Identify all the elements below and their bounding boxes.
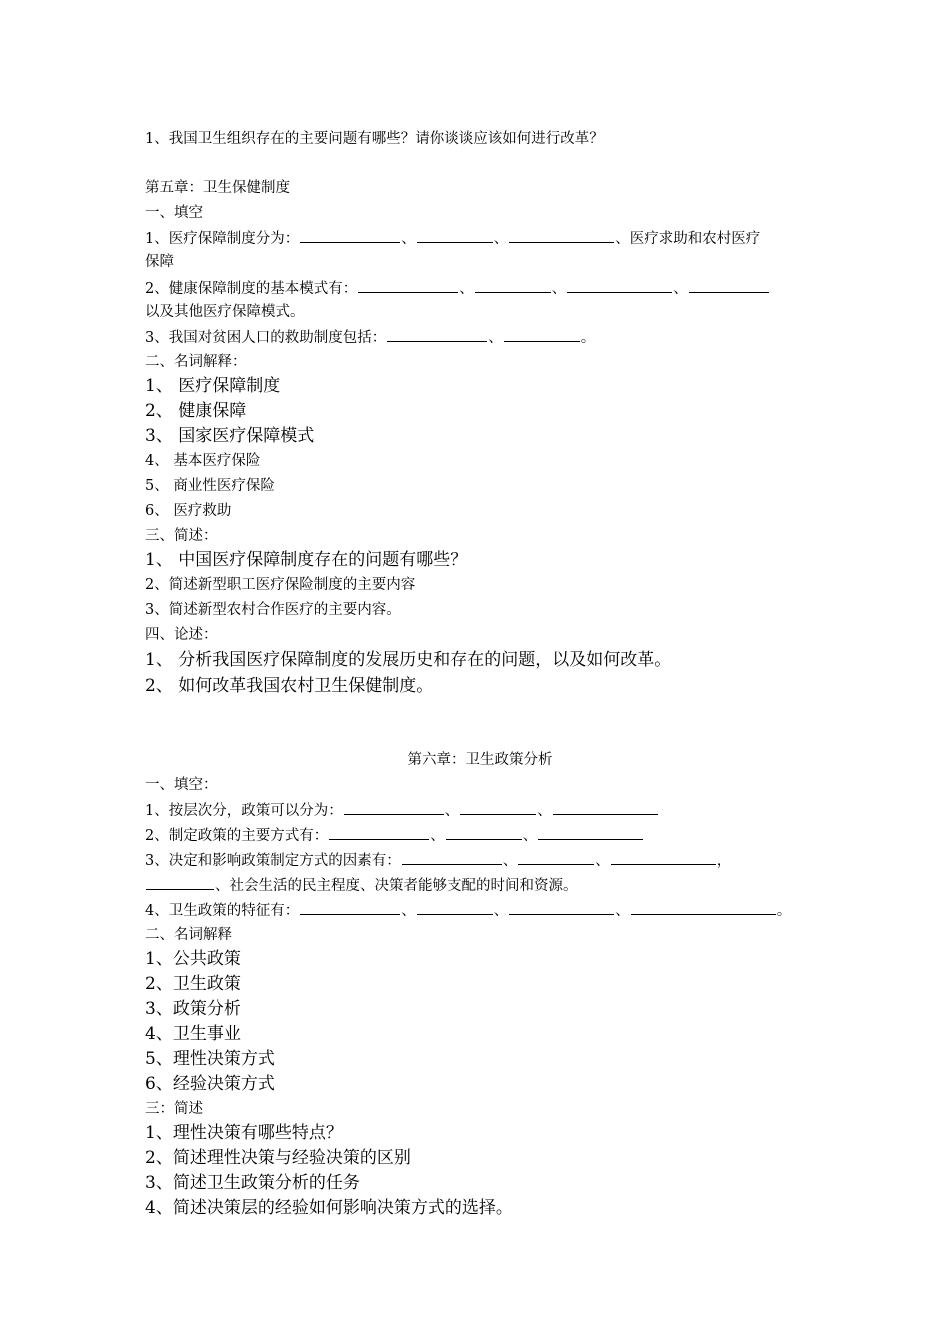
ch5-term-5: 5、 商业性医疗保险 xyxy=(145,478,275,494)
ch6-fill-3-cont xyxy=(145,875,578,896)
fill-suffix: 。 xyxy=(776,903,792,919)
ch6-short-1: 1、理性决策有哪些特点？ xyxy=(145,1123,343,1143)
ch6-fill-4 xyxy=(145,900,791,921)
fill-prefix: 3、我国对贫困人口的救助制度包括： xyxy=(145,330,387,346)
separator: 、 xyxy=(401,903,416,919)
fill-suffix: 、医疗求助和农村医疗 xyxy=(615,231,761,247)
fill-suffix: ， xyxy=(716,853,732,869)
separator: 、 xyxy=(537,803,552,819)
separator: 、 xyxy=(595,853,610,869)
ch5-fill-1-cont: 保障 xyxy=(145,254,174,270)
separator: 、 xyxy=(430,828,445,844)
answer-blank[interactable] xyxy=(417,900,493,915)
top-question: 1、我国卫生组织存在的主要问题有哪些？请你谈谈应该如何进行改革？ xyxy=(145,131,604,147)
ch5-fill-3 xyxy=(145,327,595,348)
ch6-term-2: 2、卫生政策 xyxy=(145,974,241,994)
ch6-term-4: 4、卫生事业 xyxy=(145,1024,241,1044)
ch6-fill-1 xyxy=(145,800,659,821)
fill-prefix: 3、决定和影响政策制定方式的因素有： xyxy=(145,853,401,869)
ch6-term-5: 5、理性决策方式 xyxy=(145,1049,275,1069)
ch5-term-1: 1、 医疗保障制度 xyxy=(145,376,281,396)
separator: 、 xyxy=(493,903,509,919)
ch6-fill-2 xyxy=(145,825,644,846)
ch5-essay-2: 2、 如何改革我国农村卫生保健制度。 xyxy=(145,676,434,696)
answer-blank[interactable] xyxy=(358,278,458,293)
answer-blank[interactable] xyxy=(344,800,444,815)
fill-prefix: 1、按层次分，政策可以分为： xyxy=(145,803,343,819)
answer-blank[interactable] xyxy=(300,228,400,243)
separator: 、 xyxy=(615,903,630,919)
answer-blank[interactable] xyxy=(504,327,580,342)
fill-prefix: 2、健康保障制度的基本模式有： xyxy=(145,281,358,297)
separator: 、 xyxy=(502,853,518,869)
answer-blank[interactable] xyxy=(387,327,487,342)
answer-blank[interactable] xyxy=(446,825,522,840)
ch5-short-1: 1、 中国医疗保障制度存在的问题有哪些？ xyxy=(145,550,468,570)
ch6-short-3: 3、简述卫生政策分析的任务 xyxy=(145,1173,360,1193)
ch6-term-1: 1、公共政策 xyxy=(145,949,241,969)
ch5-term-2: 2、 健康保障 xyxy=(145,401,247,421)
chapter5-title: 第五章：卫生保健制度 xyxy=(145,180,290,196)
answer-blank[interactable] xyxy=(567,278,672,293)
ch6-term-3: 3、政策分析 xyxy=(145,999,241,1019)
ch5-essay-heading: 四、论述： xyxy=(145,627,218,643)
answer-blank[interactable] xyxy=(475,278,551,293)
answer-blank[interactable] xyxy=(631,900,776,915)
answer-blank[interactable] xyxy=(146,875,214,890)
fill-prefix: 2、制定政策的主要方式有： xyxy=(145,828,329,844)
separator: 、 xyxy=(673,281,688,297)
ch5-term-3: 3、 国家医疗保障模式 xyxy=(145,426,315,446)
answer-blank[interactable] xyxy=(300,900,400,915)
ch5-fill-2 xyxy=(145,278,770,299)
answer-blank[interactable] xyxy=(417,228,493,243)
ch6-short-heading: 三：简述 xyxy=(145,1101,203,1117)
answer-blank[interactable] xyxy=(611,850,716,865)
answer-blank[interactable] xyxy=(460,800,536,815)
answer-blank[interactable] xyxy=(402,850,502,865)
ch5-fill-heading: 一、填空 xyxy=(145,205,203,221)
fill-suffix: 。 xyxy=(580,330,596,346)
answer-blank[interactable] xyxy=(518,850,594,865)
ch6-short-4: 4、简述决策层的经验如何影响决策方式的选择。 xyxy=(145,1198,513,1218)
chapter6-title: 第六章：卫生政策分析 xyxy=(407,752,553,768)
ch5-short-3: 3、简述新型农村合作医疗的主要内容。 xyxy=(145,602,401,618)
answer-blank[interactable] xyxy=(538,825,643,840)
answer-blank[interactable] xyxy=(553,800,658,815)
ch5-short-heading: 三、简述： xyxy=(145,528,218,544)
separator: 、 xyxy=(444,803,460,819)
ch6-fill-heading: 一、填空： xyxy=(145,777,218,793)
fill-cont: 、社会生活的民主程度、决策者能够支配的时间和资源。 xyxy=(215,878,578,894)
ch6-short-2: 2、简述理性决策与经验决策的区别 xyxy=(145,1148,411,1168)
answer-blank[interactable] xyxy=(329,825,429,840)
fill-prefix: 4、卫生政策的特征有： xyxy=(145,903,300,919)
fill-prefix: 1、医疗保障制度分为： xyxy=(145,231,300,247)
answer-blank[interactable] xyxy=(509,228,614,243)
ch5-fill-2-cont: 以及其他医疗保障模式。 xyxy=(145,304,305,320)
answer-blank[interactable] xyxy=(509,900,614,915)
separator: 、 xyxy=(488,330,503,346)
separator: 、 xyxy=(493,231,509,247)
separator: 、 xyxy=(401,231,416,247)
separator: 、 xyxy=(551,281,567,297)
ch5-essay-1: 1、 分析我国医疗保障制度的发展历史和存在的问题，以及如何改革。 xyxy=(145,650,672,670)
ch5-terms-heading: 二、名词解释： xyxy=(145,354,247,370)
ch6-term-6: 6、经验决策方式 xyxy=(145,1074,275,1094)
ch5-fill-1 xyxy=(145,228,760,249)
ch5-term-6: 6、 医疗救助 xyxy=(145,503,232,519)
separator: 、 xyxy=(459,281,474,297)
ch5-term-4: 4、 基本医疗保险 xyxy=(145,453,261,469)
separator: 、 xyxy=(522,828,538,844)
ch6-terms-heading: 二、名词解释 xyxy=(145,927,232,943)
answer-blank[interactable] xyxy=(689,278,769,293)
ch6-fill-3 xyxy=(145,850,731,871)
ch5-short-2: 2、简述新型职工医疗保险制度的主要内容 xyxy=(145,577,416,593)
